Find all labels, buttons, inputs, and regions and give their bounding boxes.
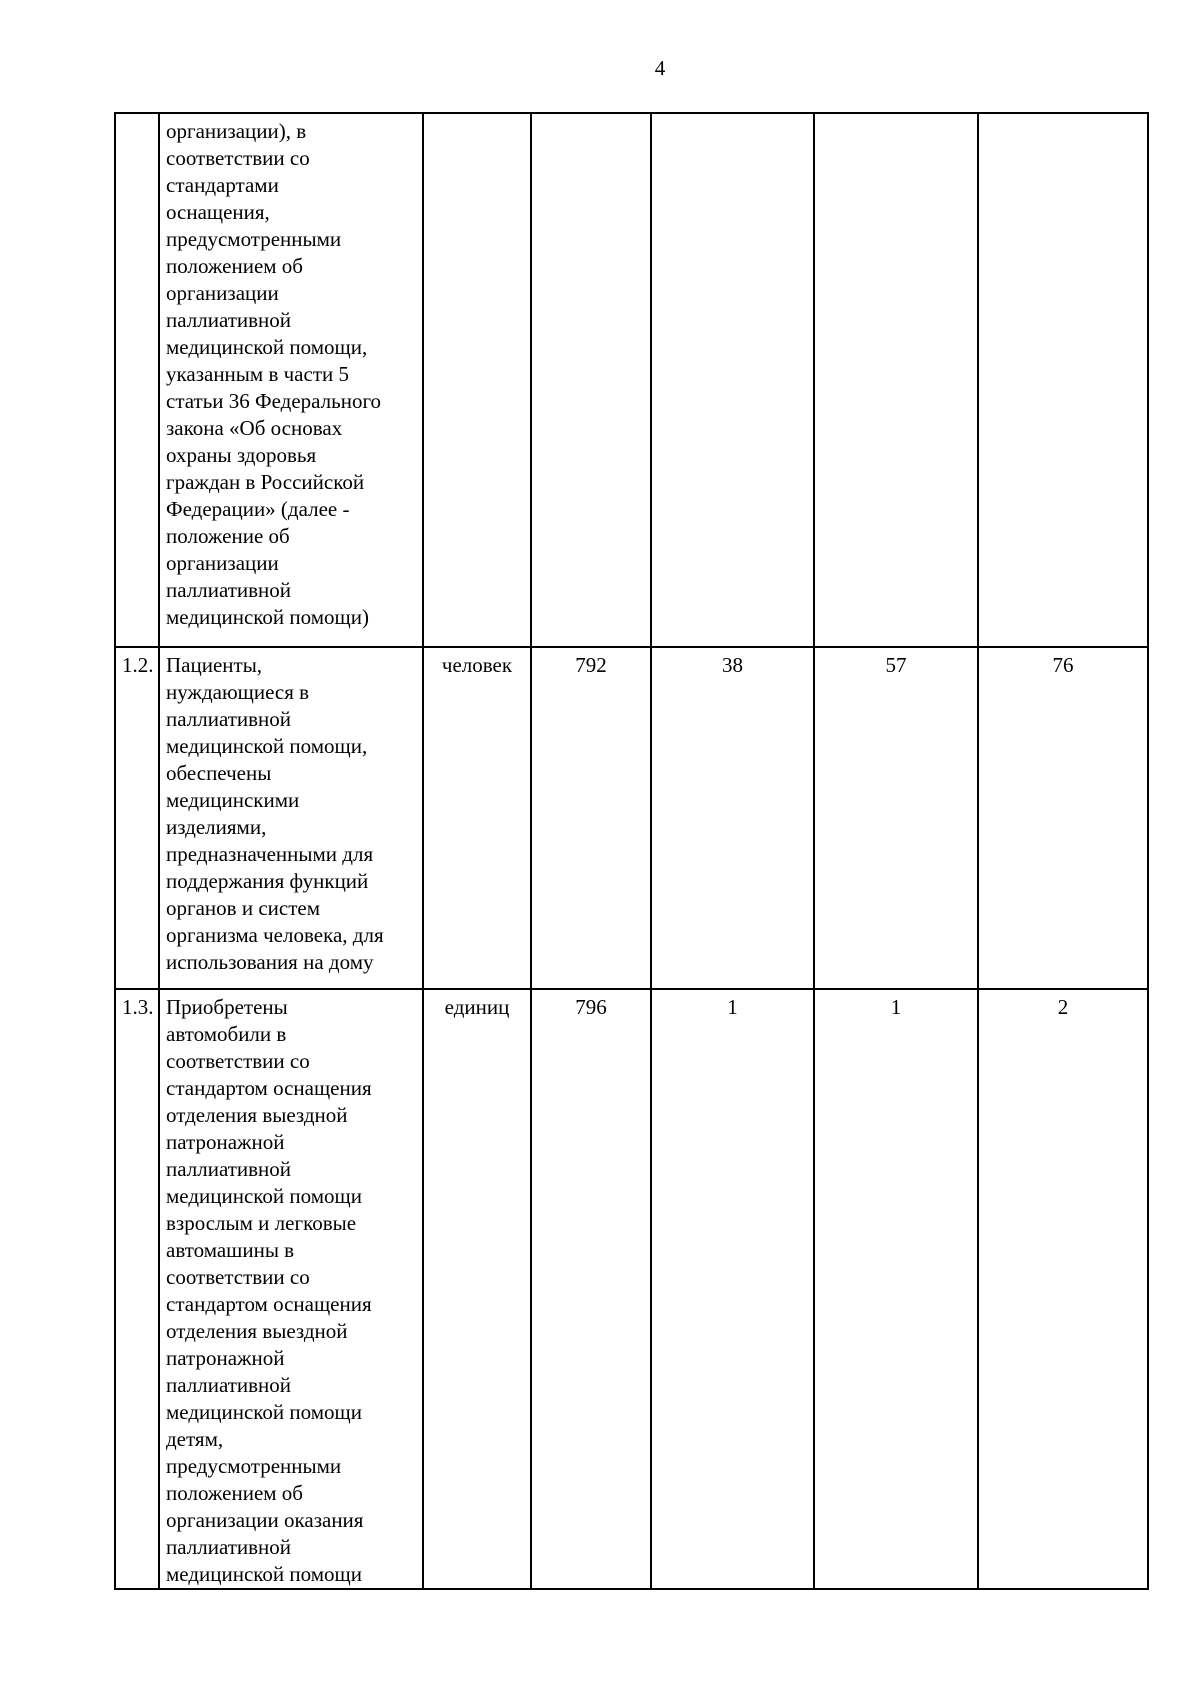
indicator-name-line: организации оказания — [166, 1508, 364, 1532]
indicator-name-line: положение об — [166, 524, 290, 548]
indicator-name-line: медицинской помощи, — [166, 335, 368, 359]
indicator-name-line: стандартами — [166, 173, 279, 197]
indicator-name-line: Федерации» (далее - — [166, 497, 350, 521]
value-cell-3: 2 — [978, 989, 1148, 1589]
indicator-name-line: медицинскими — [166, 788, 300, 812]
indicator-name-line: статьи 36 Федерального — [166, 389, 382, 413]
indicator-name-line: соответствии со — [166, 1265, 310, 1289]
indicator-name-line: организации — [166, 281, 279, 305]
indicator-name-line: нуждающиеся в — [166, 680, 310, 704]
value-cell-3: 76 — [978, 647, 1148, 989]
indicator-name-line: органов и систем — [166, 896, 320, 920]
indicator-name-line: предусмотренными — [166, 1454, 342, 1478]
indicator-name-line: патронажной — [166, 1130, 285, 1154]
indicator-name-line: обеспечены — [166, 761, 272, 785]
row-number: 1.3. — [115, 989, 159, 1589]
indicator-name-line: медицинской помощи) — [166, 605, 369, 629]
value-cell-1 — [651, 113, 814, 647]
indicator-name-line: положением об — [166, 1481, 303, 1505]
indicator-name-line: использования на дому — [166, 950, 374, 974]
indicator-name-line: стандартом оснащения — [166, 1292, 372, 1316]
indicator-name-line: паллиативной — [166, 1535, 292, 1559]
indicator-name-line: детям, — [166, 1427, 224, 1451]
indicator-name-line: медицинской помощи, — [166, 734, 368, 758]
indicator-name-line: соответствии со — [166, 146, 310, 170]
indicator-name-line: отделения выездной — [166, 1103, 348, 1127]
indicator-name-line: предназначенными для — [166, 842, 374, 866]
indicator-name-line: изделиями, — [166, 815, 267, 839]
indicator-name-line: паллиативной — [166, 1373, 292, 1397]
indicator-name — [159, 113, 423, 647]
indicator-name-line: поддержания функций — [166, 869, 369, 893]
indicator-name-line: положением об — [166, 254, 303, 278]
indicator-name-line: организации — [166, 551, 279, 575]
indicator-name-line: соответствии со — [166, 1049, 310, 1073]
indicator-name-line: автомобили в — [166, 1022, 287, 1046]
indicator-name-line: предусмотренными — [166, 227, 342, 251]
okei-code-cell — [531, 113, 651, 647]
value-cell-2: 57 — [814, 647, 978, 989]
indicators-table — [114, 112, 1149, 1590]
indicator-name-line: указанным в части 5 — [166, 362, 349, 386]
okei-code-cell: 796 — [531, 989, 651, 1589]
indicator-name-line: охраны здоровья — [166, 443, 317, 467]
indicator-name-line: Приобретены — [166, 995, 288, 1019]
row-number: 1.2. — [115, 647, 159, 989]
page-number: 4 — [654, 56, 666, 80]
indicator-name-line: граждан в Российской — [166, 470, 365, 494]
unit-cell — [423, 113, 531, 647]
row-number — [115, 113, 159, 647]
indicator-name-line: паллиативной — [166, 578, 292, 602]
indicator-name-line: отделения выездной — [166, 1319, 348, 1343]
indicator-name — [159, 989, 423, 1589]
indicator-name-line: закона «Об основах — [166, 416, 343, 440]
indicator-name — [159, 647, 423, 989]
indicator-name-line: Пациенты, — [166, 653, 263, 677]
value-cell-2: 1 — [814, 989, 978, 1589]
table-row — [115, 647, 1148, 989]
value-cell-1: 38 — [651, 647, 814, 989]
indicator-name-line: организации), в — [166, 119, 307, 143]
indicator-name-line: автомашины в — [166, 1238, 295, 1262]
table-row — [115, 989, 1148, 1589]
indicator-name-line: патронажной — [166, 1346, 285, 1370]
indicator-name-line: паллиативной — [166, 707, 292, 731]
indicator-name-line: медицинской помощи — [166, 1184, 362, 1208]
indicator-name-line: оснащения, — [166, 200, 270, 224]
unit-cell: единиц — [423, 989, 531, 1589]
unit-cell: человек — [423, 647, 531, 989]
indicator-name-line: паллиативной — [166, 308, 292, 332]
indicator-name-line: паллиативной — [166, 1157, 292, 1181]
indicator-name-line: медицинской помощи — [166, 1400, 362, 1424]
indicator-name-line: стандартом оснащения — [166, 1076, 372, 1100]
indicator-name-line: медицинской помощи — [166, 1562, 362, 1586]
value-cell-3 — [978, 113, 1148, 647]
value-cell-1: 1 — [651, 989, 814, 1589]
table-row — [115, 113, 1148, 647]
indicator-name-line: взрослым и легковые — [166, 1211, 357, 1235]
indicator-name-line: организма человека, для — [166, 923, 384, 947]
value-cell-2 — [814, 113, 978, 647]
okei-code-cell: 792 — [531, 647, 651, 989]
